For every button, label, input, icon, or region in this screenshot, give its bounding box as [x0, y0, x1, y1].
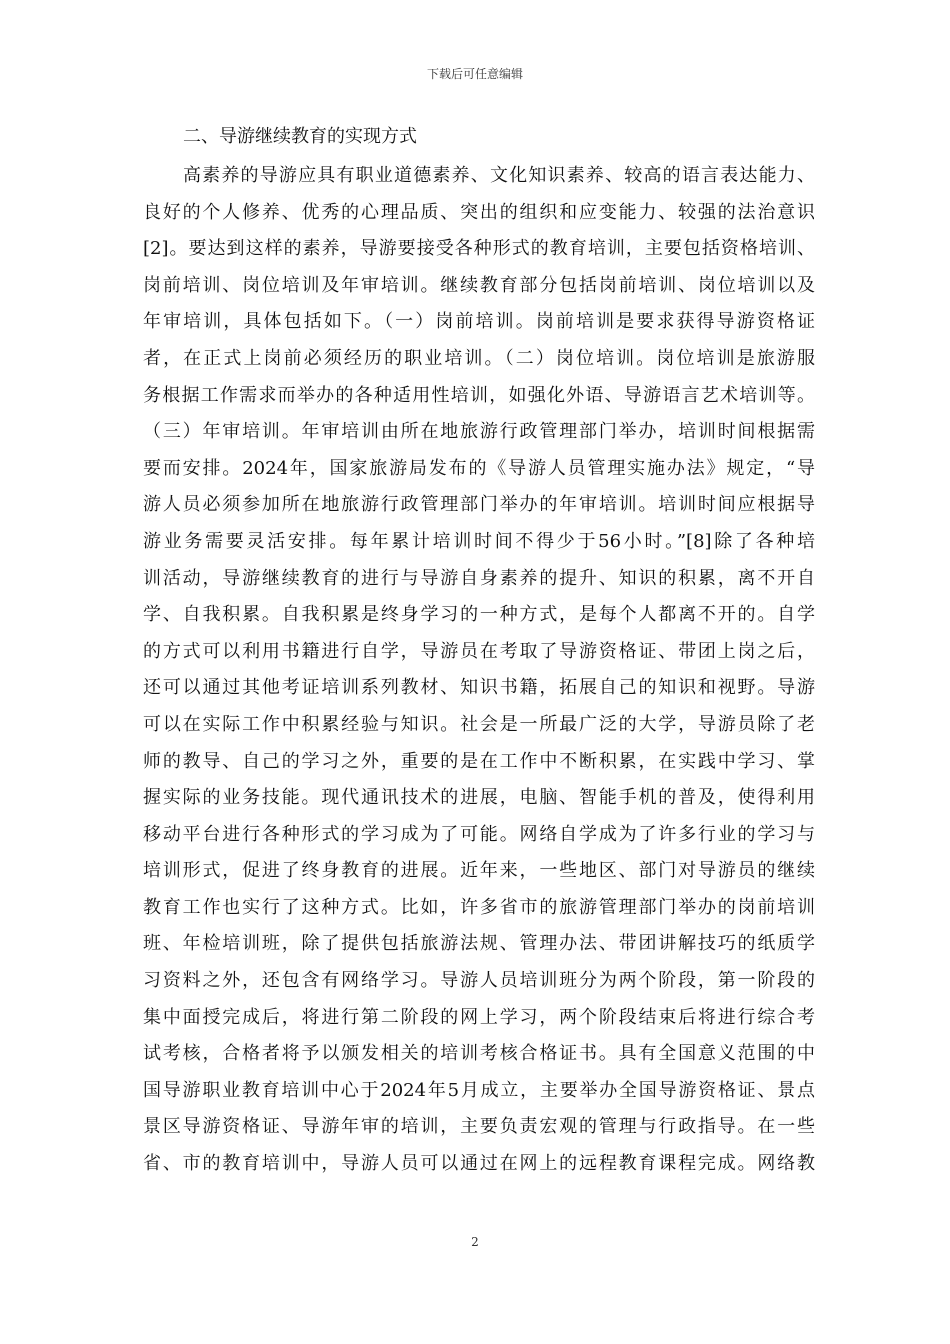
paragraph-line: 的方式可以利用书籍进行自学，导游员在考取了导游资格证、带团上岗之后，: [143, 640, 815, 662]
document-body: [143, 122, 815, 1183]
body-paragraph: [143, 158, 815, 1183]
paragraph-line: 握实际的业务技能。现代通讯技术的进展，电脑、智能手机的普及，使得利用: [143, 787, 815, 809]
paragraph-line: 务根据工作需求而举办的各种适用性培训，如强化外语、导游语言艺术培训等。: [143, 384, 815, 406]
section-heading: 二、导游继续教育的实现方式: [183, 126, 417, 147]
paragraph-line: 班、年检培训班，除了提供包括旅游法规、管理办法、带团讲解技巧的纸质学: [143, 933, 815, 955]
paragraph-line: 训活动，导游继续教育的进行与导游自身素养的提升、知识的积累，离不开自: [143, 567, 815, 589]
paragraph-line: 国导游职业教育培训中心于2024年5月成立，主要举办全国导游资格证、景点: [143, 1079, 815, 1101]
paragraph-line: 集中面授完成后，将进行第二阶段的网上学习，两个阶段结束后将进行综合考: [143, 1006, 815, 1028]
paragraph-line: 可以在实际工作中积累经验与知识。社会是一所最广泛的大学，导游员除了老: [143, 713, 815, 735]
paragraph-line: 学、自我积累。自我积累是终身学习的一种方式，是每个人都离不开的。自学: [143, 604, 815, 626]
paragraph-line: 习资料之外，还包含有网络学习。导游人员培训班分为两个阶段，第一阶段的: [143, 970, 815, 992]
paragraph-line: [2]。要达到这样的素养，导游要接受各种形式的教育培训，主要包括资格培训、: [143, 238, 815, 260]
page-header: 下载后可任意编辑: [426, 67, 523, 81]
paragraph-line: 省、市的教育培训中，导游人员可以通过在网上的远程教育课程完成。网络教: [143, 1153, 815, 1175]
paragraph-line: 要而安排。2024年，国家旅游局发布的《导游人员管理实施办法》规定，“导: [143, 457, 815, 479]
paragraph-line: 师的教导、自己的学习之外，重要的是在工作中不断积累，在实践中学习、掌: [143, 750, 815, 772]
paragraph-line: 年审培训，具体包括如下。（一）岗前培训。岗前培训是要求获得导游资格证: [143, 311, 815, 333]
paragraph-line: 岗前培训、岗位培训及年审培训。继续教育部分包括岗前培训、岗位培训以及: [143, 274, 815, 296]
paragraph-line: 还可以通过其他考证培训系列教材、知识书籍，拓展自己的知识和视野。导游: [143, 677, 815, 699]
paragraph-line: 游业务需要灵活安排。每年累计培训时间不得少于56小时。”[8]除了各种培: [143, 530, 815, 552]
paragraph-line: 者，在正式上岗前必须经历的职业培训。（二）岗位培训。岗位培训是旅游服: [143, 347, 815, 369]
paragraph-line: 培训形式，促进了终身教育的进展。近年来，一些地区、部门对导游员的继续: [143, 860, 815, 882]
paragraph-line: 移动平台进行各种形式的学习成为了可能。网络自学成为了许多行业的学习与: [143, 823, 815, 845]
page-number: 2: [471, 1235, 479, 1249]
paragraph-line: 教育工作也实行了这种方式。比如，许多省市的旅游管理部门举办的岗前培训: [143, 896, 815, 918]
paragraph-line: （三）年审培训。年审培训由所在地旅游行政管理部门举办，培训时间根据需: [143, 421, 815, 443]
paragraph-line: 试考核，合格者将予以颁发相关的培训考核合格证书。具有全国意义范围的中: [143, 1043, 815, 1065]
paragraph-line: 良好的个人修养、优秀的心理品质、突出的组织和应变能力、较强的法治意识: [143, 201, 815, 223]
paragraph-line: 高素养的导游应具有职业道德素养、文化知识素养、较高的语言表达能力、: [183, 165, 815, 186]
paragraph-line: 游人员必须参加所在地旅游行政管理部门举办的年审培训。培训时间应根据导: [143, 494, 815, 516]
paragraph-line: 景区导游资格证、导游年审的培训，主要负责宏观的管理与行政指导。在一些: [143, 1116, 815, 1138]
